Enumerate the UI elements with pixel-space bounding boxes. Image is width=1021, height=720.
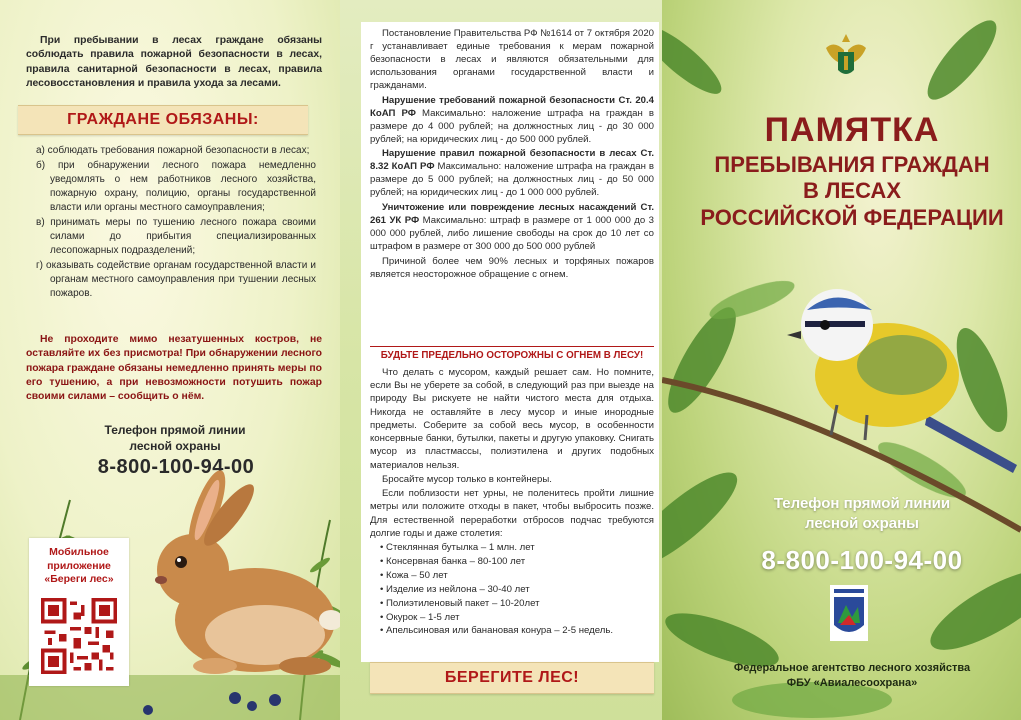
list-item: • Стеклянная бутылка – 1 млн. лет <box>380 541 654 555</box>
hotline-label <box>742 494 982 535</box>
page-title: ПАМЯТКА <box>764 111 940 149</box>
violation-title: Нарушение требований пожарной безопасности Ст. 20.4 КоАП РФ <box>370 94 654 119</box>
agency-name: Федеральное агентство лесного хозяйства <box>733 662 971 674</box>
trash-paragraph: Что делать с мусором, каждый решает сам. Но помните, если Вы не уберете за собой, в следующий раз при выезде на природу Вы рискуете не найти чистого места для отдыха. Никогда не оставляйте в лесу мусор и иные инородные предметы. Соберите за собой весь мусор, в особенности консервные банки, бутылки, пакеты и другую упаковку. Снигать мусор из пластмассы, полиэтилена и других подобных материалов нельзя. <box>370 367 654 471</box>
violation-penalty: Максимально: наложение штрафа на граждан в размере до 4 000 рублей; на должностных лиц - до 30 000 рублей; на юридических лиц - до 500 000 рублей. <box>370 107 654 145</box>
regulation-intro: Постановление Правительства РФ №1614 от 7 октября 2020 г устанавливает единые требования к мерам пожарной безопасности в лесах и являются обязательными для использования органами государственной власти и гражданами. <box>370 28 654 91</box>
regulations-text <box>370 28 654 284</box>
app-line1: Мобильное <box>49 546 109 558</box>
intro-text: При пребывании в лесах граждане обязаны соблюдать правила пожарной безопасности в лесах, правила санитарной безопасности в лесах, правила лесовосстановления и правила ухода за лесами. <box>26 35 322 90</box>
app-line2: приложение <box>47 559 111 572</box>
list-item: • Окурок – 1-5 лет <box>380 611 654 625</box>
qr-code-icon[interactable] <box>41 598 117 674</box>
hotline-line2: лесной охраны <box>129 439 221 454</box>
violation-title: Уничтожение или повреждение лесных насаждений Ст. 261 УК РФ <box>370 202 654 227</box>
right-panel <box>662 0 1021 720</box>
violation-penalty: Максимально: наложение штрафа на граждан в размере до 5 000 рублей; на должностных лиц - до 50 000 рублей; на юридических лиц - до 1 000 000 рублей. <box>370 161 654 199</box>
mobile-app-card[interactable] <box>29 538 129 686</box>
page-subtitle <box>692 152 1012 231</box>
list-item: • Полиэтиленовый пакет – 10-20лет <box>380 597 654 611</box>
subtitle-line: РОССИЙСКОЙ ФЕДЕРАЦИИ <box>700 204 1004 230</box>
list-item: в) принимать меры по тушению лесного пожара своими силами до прибытия специализированных лесопожарных подразделений; <box>36 217 316 256</box>
violation-261 <box>370 202 654 254</box>
list-item: б) при обнаружении лесного пожара немедленно уведомлять о нем работников лесного хозяйства, пожарную охрану, полицию, органы государственной власти или органы местного самоуправления; <box>36 160 316 213</box>
duties-list <box>36 144 316 302</box>
fire-caution-heading: БУДЬТЕ ПРЕДЕЛЬНО ОСТОРОЖНЫ С ОГНЕМ В ЛЕСУ! <box>370 346 654 361</box>
agency-footer <box>702 661 1002 692</box>
hotline-line2: лесной охраны <box>805 515 919 533</box>
list-item: • Кожа – 50 лет <box>380 569 654 583</box>
hotline-line1: Телефон прямой линии <box>773 495 951 512</box>
fire-cause: Причиной более чем 90% лесных и торфяных пожаров является неосторожное обращение с огнем. <box>370 255 654 280</box>
subtitle-line: В ЛЕСАХ <box>802 178 901 204</box>
trash-text <box>370 366 654 638</box>
duties-heading: ГРАЖДАНЕ ОБЯЗАНЫ: <box>18 105 308 135</box>
list-item: г) оказывать содействие органам государственной власти и органам местного самоуправления при тушении лесных пожаров. <box>36 260 316 299</box>
trash-paragraph: Бросайте мусор только в контейнеры. <box>382 473 552 485</box>
violation-20-4 <box>370 95 654 147</box>
avialesookhrana-logo-icon <box>830 585 868 641</box>
violation-penalty: Максимально: штраф в размере от 1 000 000 до 3 000 000 рублей, либо лишение свободы на срок до 10 лет со штрафом в размере от 300 000 до 500 000 рублей <box>370 215 654 252</box>
list-item: • Изделие из нейлона – 30-40 лет <box>380 583 654 597</box>
hotline-phone[interactable]: 8-800-100-94-00 <box>97 456 255 478</box>
list-item: • Консервная банка – 80-100 лет <box>380 555 654 569</box>
rabbit-illustration <box>145 470 340 685</box>
app-caption <box>29 546 129 587</box>
app-line3: «Береги лес» <box>44 573 114 586</box>
list-item: • Апельсиновая или банановая конура – 2-5 недель. <box>380 624 654 638</box>
titmouse-illustration <box>777 265 1021 495</box>
hotline-line1: Телефон прямой линии <box>104 423 246 437</box>
hotline-phone[interactable]: 8-800-100-94-00 <box>761 545 963 575</box>
left-panel <box>0 0 340 720</box>
list-item: а) соблюдать требования пожарной безопасности в лесах; <box>36 145 310 156</box>
subtitle-line: ПРЕБЫВАНИЯ ГРАЖДАН <box>714 152 990 177</box>
ministry-emblem-icon <box>820 30 872 84</box>
hotline-label <box>70 422 280 454</box>
violation-8-32 <box>370 148 654 200</box>
agency-org: ФБУ «Авиалесоохрана» <box>786 677 918 690</box>
decomposition-list <box>370 541 654 638</box>
protect-forest-banner: БЕРЕГИТЕ ЛЕС! <box>370 662 654 694</box>
middle-panel <box>340 0 662 720</box>
trash-paragraph: Если поблизости нет урны, не поленитесь пройти лишние метры или положите отходы в пакет, чтобы выбросить позже. Для естественной переработки отбросов подчас требуются долгие годы и даже столетия: <box>370 488 654 539</box>
campfire-warning: Не проходите мимо незатушенных костров, не оставляйте их без присмотра! При обнаружении лесного пожара граждане обязаны немедленно принять меры по его тушению, а при невозможности потушить пожар своими силами – сообщить о нём. <box>26 334 322 403</box>
violation-title: Нарушение правил пожарной безопасности в лесах Ст. 8.32 КоАП РФ <box>370 148 654 173</box>
